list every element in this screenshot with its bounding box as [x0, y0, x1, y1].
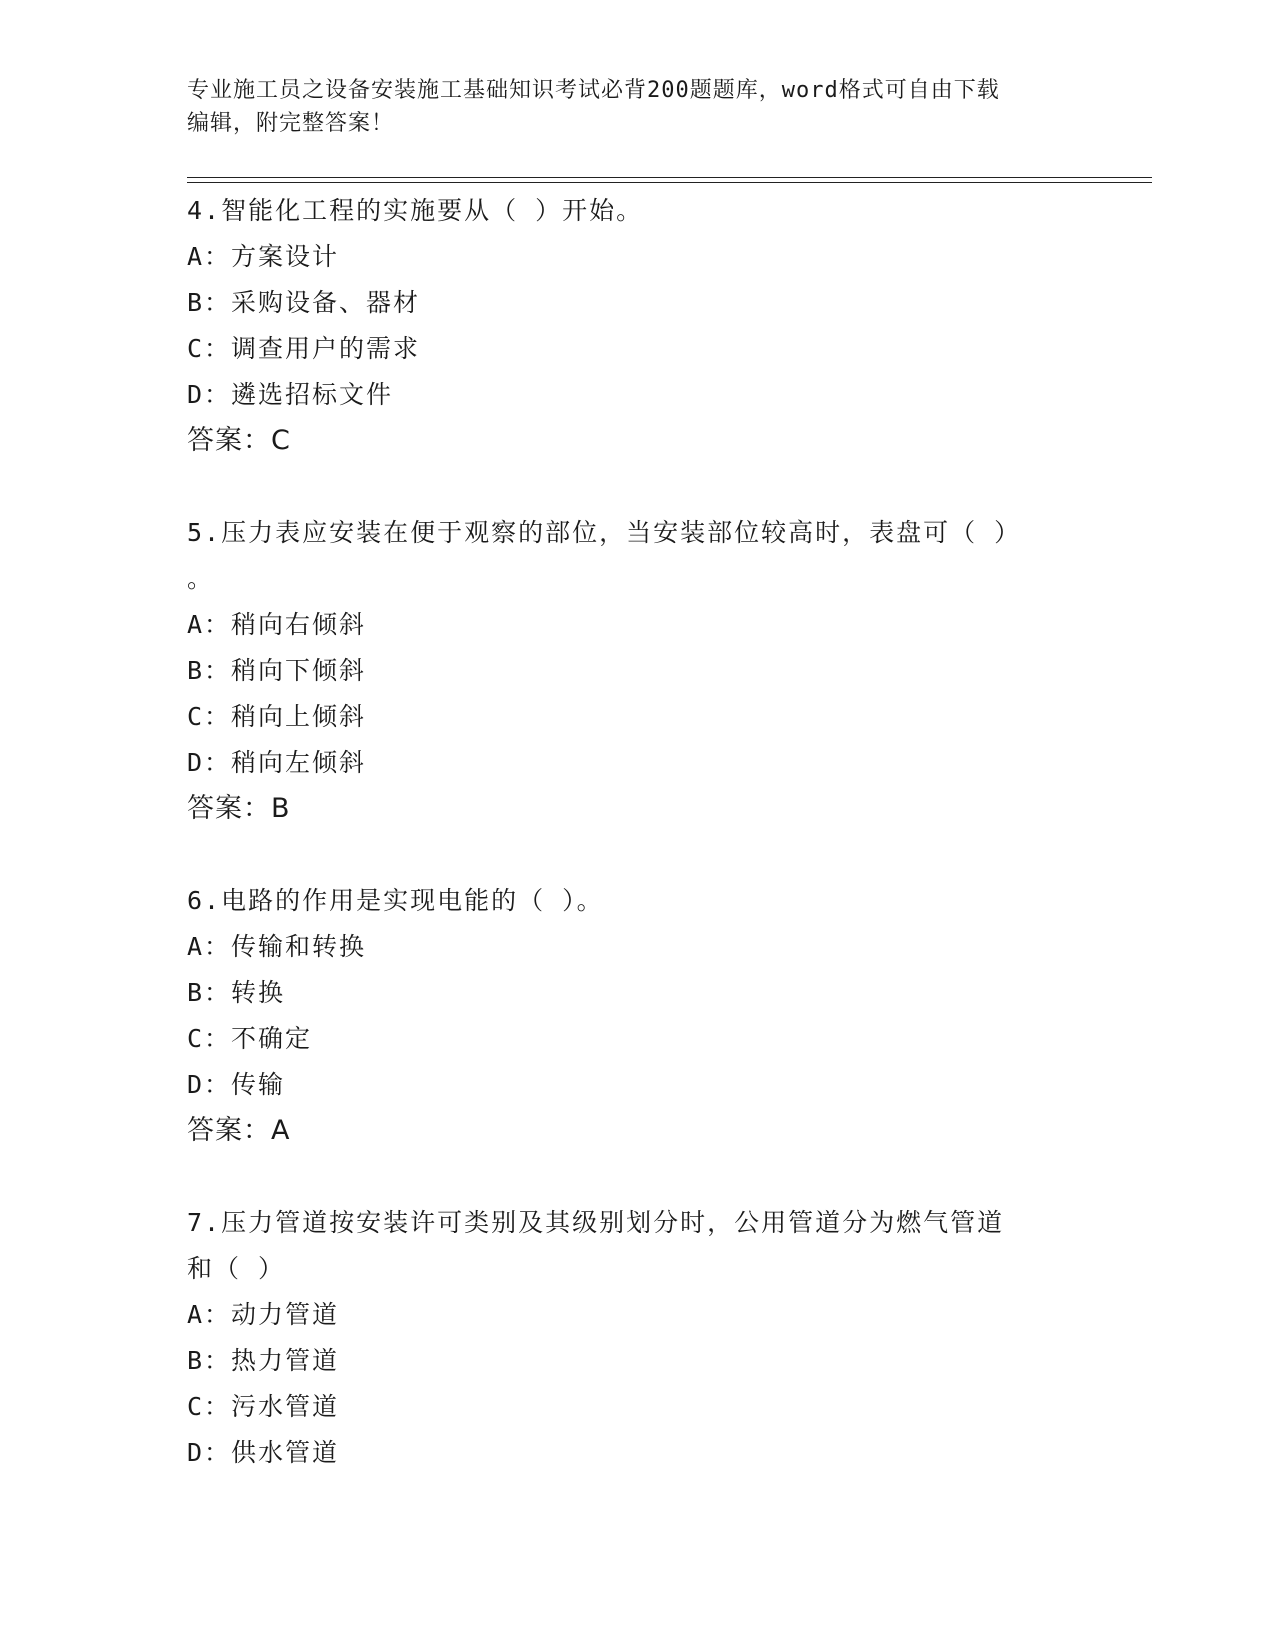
question-spacer	[187, 832, 1107, 878]
answer-option: C：污水管道	[187, 1392, 340, 1421]
answer-option: B：采购设备、器材	[187, 288, 421, 317]
document-header	[187, 74, 1087, 140]
answer-option: C：调查用户的需求	[187, 334, 421, 363]
answer-option: D：稍向左倾斜	[187, 748, 367, 777]
answer-option: C：稍向上倾斜	[187, 702, 367, 731]
answer-option: D：传输	[187, 1070, 286, 1099]
question-stem: 4.智能化工程的实施要从（ ）开始。	[187, 196, 644, 225]
question-block	[187, 188, 1107, 464]
header-divider-bottom	[187, 182, 1152, 183]
answer-option: A：动力管道	[187, 1300, 340, 1329]
question-stem: 。	[187, 564, 215, 593]
question-stem: 5.压力表应安装在便于观察的部位，当安装部位较高时，表盘可（ ）	[187, 518, 1022, 547]
question-list	[187, 188, 1107, 1476]
answer-key: 答案：A	[187, 1115, 291, 1146]
question-spacer	[187, 1154, 1107, 1200]
question-stem: 和（ ）	[187, 1254, 286, 1283]
answer-key: 答案：B	[187, 793, 291, 824]
question-stem: 6.电路的作用是实现电能的（ ）。	[187, 886, 604, 915]
answer-key: 答案：C	[187, 425, 291, 456]
answer-option: B：转换	[187, 978, 286, 1007]
answer-option: D：供水管道	[187, 1438, 340, 1467]
question-spacer	[187, 464, 1107, 510]
header-divider-top	[187, 177, 1152, 178]
header-line-1: 专业施工员之设备安装施工基础知识考试必背200题题库，word格式可自由下载	[187, 78, 1000, 103]
question-stem: 7.压力管道按安装许可类别及其级别划分时，公用管道分为燃气管道	[187, 1208, 1005, 1237]
question-block	[187, 1200, 1107, 1476]
header-line-2: 编辑，附完整答案！	[187, 111, 395, 136]
question-block	[187, 510, 1107, 832]
answer-option: C：不确定	[187, 1024, 313, 1053]
answer-option: A：方案设计	[187, 242, 340, 271]
answer-option: D：遴选招标文件	[187, 380, 394, 409]
answer-option: B：稍向下倾斜	[187, 656, 367, 685]
question-block	[187, 878, 1107, 1154]
answer-option: B：热力管道	[187, 1346, 340, 1375]
answer-option: A：稍向右倾斜	[187, 610, 367, 639]
answer-option: A：传输和转换	[187, 932, 367, 961]
